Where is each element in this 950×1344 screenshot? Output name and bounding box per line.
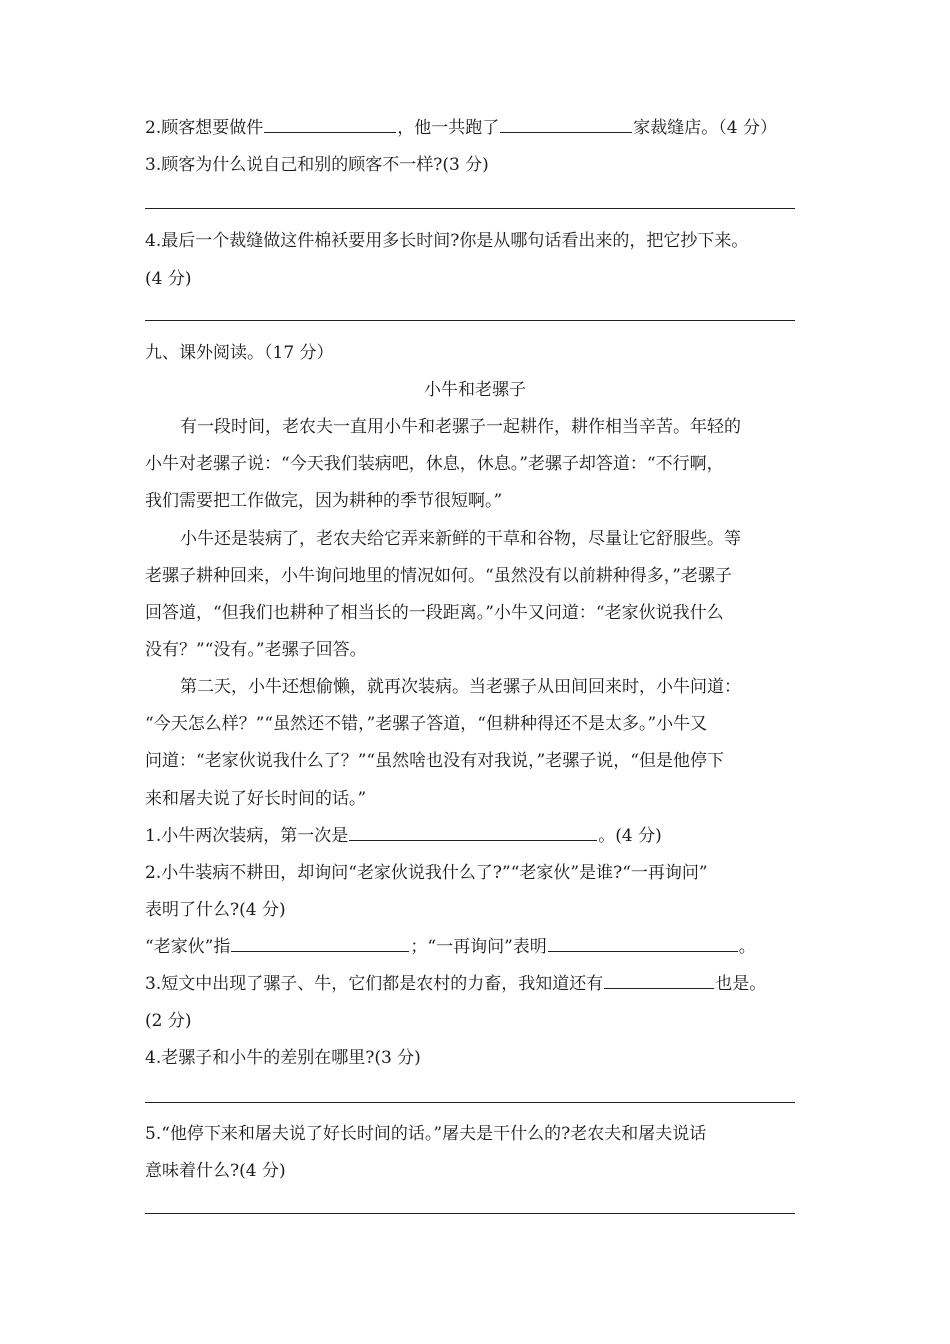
passage-line: 老骡子耕种回来，小牛询问地里的情况如何。“虽然没有以前耕种得多，”老骡子 (145, 566, 732, 586)
passage-line: 回答道，“但我们也耕种了相当长的一段距离。”小牛又问道：“老家伙说我什么 (145, 603, 724, 623)
passage-line: 来和屠夫说了好长时间的话。” (145, 789, 367, 809)
question-2-answer: “老家伙”指 ；“一再询问”表明 。 (145, 934, 805, 960)
question-5-line-1: 5.“他停下来和屠夫说了好长时间的话。”屠夫是干什么的?老农夫和屠夫说话 (145, 1124, 707, 1144)
answer-line[interactable] (145, 1102, 795, 1103)
passage-line: 没有？”“没有。”老骡子回答。 (145, 640, 367, 660)
answer-blank[interactable] (349, 823, 597, 841)
passage-line: 有一段时间，老农夫一直用小牛和老骡子一起耕作，耕作相当辛苦。年轻的 (180, 417, 741, 437)
answer-blank[interactable] (500, 115, 632, 133)
question-1-sick: 1.小牛两次装病，第一次是 。(4 分) (145, 823, 805, 849)
answer-blank[interactable] (604, 971, 714, 989)
answer-blank[interactable] (231, 934, 409, 952)
question-4-difference: 4.老骡子和小牛的差别在哪里?(3 分) (145, 1048, 421, 1068)
question-4-score: (4 分) (145, 269, 192, 289)
answer-line[interactable] (145, 208, 795, 209)
question-2-line-1: 2.小牛装病不耕田，却询问“老家伙说我什么了?”“老家伙”是谁?“一再询问” (145, 863, 708, 883)
passage-line: 我们需要把工作做完，因为耕种的季节很短啊。” (145, 491, 503, 511)
question-2-line-2: 表明了什么?(4 分) (145, 900, 286, 920)
answer-blank[interactable] (548, 934, 738, 952)
section-heading: 九、课外阅读。（17 分） (145, 343, 334, 363)
passage-line: 小牛还是装病了，老农夫给它弄来新鲜的干草和谷物，尽量让它舒服些。等 (180, 529, 741, 549)
passage-line: 第二天，小牛还想偷懒，就再次装病。当老骡子从田间回来时，小牛问道： (180, 677, 741, 697)
passage-line: 问道：“老家伙说我什么了？”“虽然啥也没有对我说，”老骡子说，“但是他停下 (145, 751, 724, 771)
question-4-tailor: 4.最后一个裁缝做这件棉袄要用多长时间?你是从哪句话看出来的，把它抄下来。 (145, 231, 749, 251)
question-3-score: (2 分) (145, 1011, 192, 1031)
answer-blank[interactable] (264, 115, 396, 133)
passage-title: 小牛和老骡子 (424, 380, 526, 400)
passage-line: 小牛对老骡子说：“今天我们装病吧，休息，休息。”老骡子却答道：“不行啊， (145, 454, 724, 474)
answer-line[interactable] (145, 320, 795, 321)
question-2-cloth: 2.顾客想要做件 ，他一共跑了 家裁缝店。（4 分） (145, 115, 805, 141)
passage-line: “今天怎么样？”“虽然还不错，”老骡子答道，“但耕种得还不是太多。”小牛又 (145, 714, 708, 734)
question-3-customer: 3.顾客为什么说自己和别的顾客不一样?(3 分) (145, 155, 489, 175)
question-5-line-2: 意味着什么?(4 分) (145, 1161, 286, 1181)
answer-line[interactable] (145, 1213, 795, 1214)
question-3-animals: 3.短文中出现了骡子、牛，它们都是农村的力畜，我知道还有 也是。 (145, 971, 805, 997)
